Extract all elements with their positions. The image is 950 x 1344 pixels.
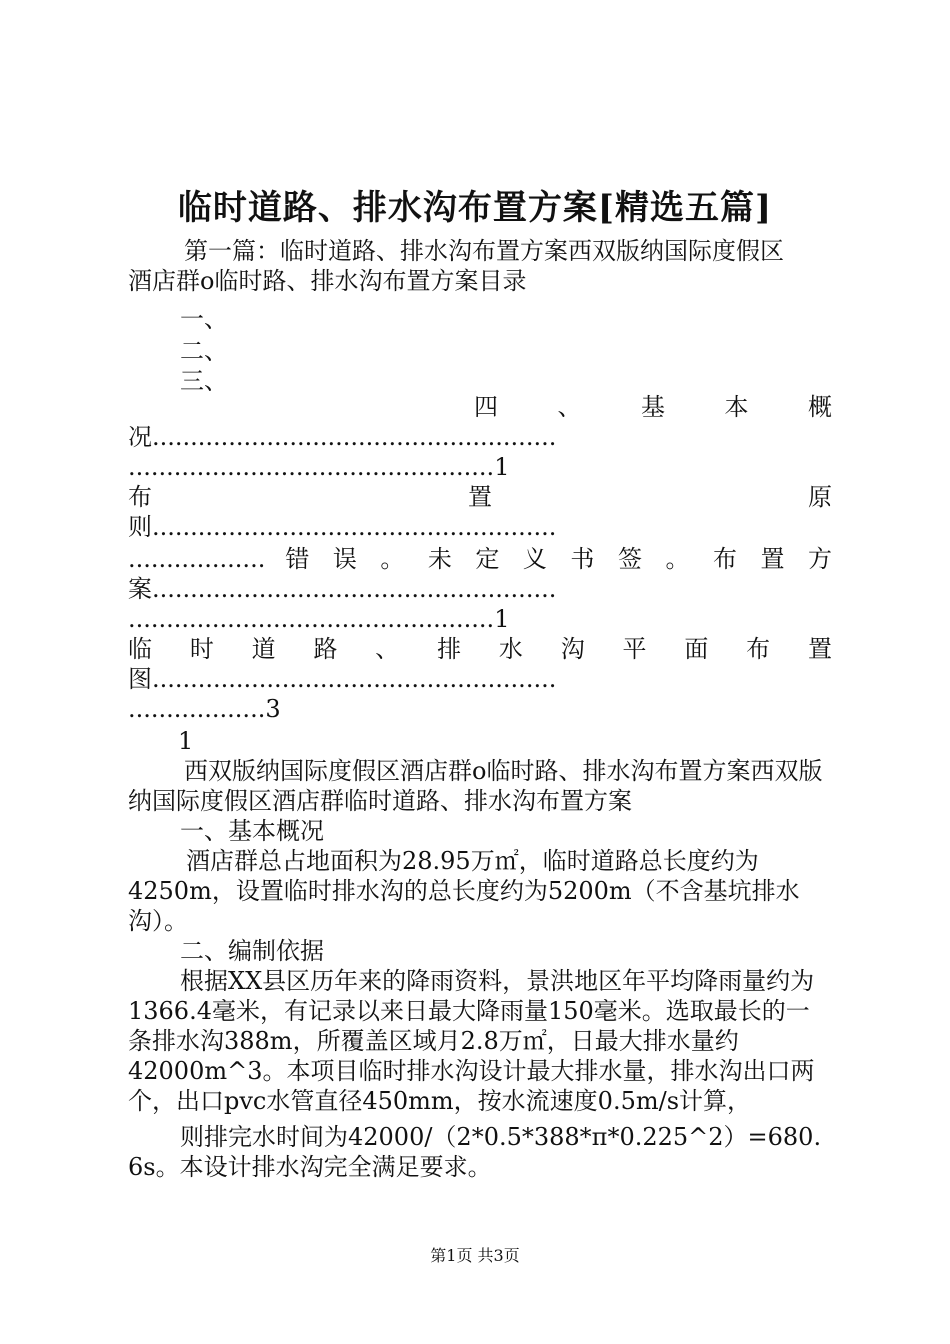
section-1-text: 酒店群总占地面积为28.95万㎡，临时道路总长度约为4250m，设置临时排水沟的总长度约为5200m（不含基坑排水沟）。 (128, 847, 800, 935)
intro-line-1: 第一篇：临时道路、排水沟布置方案西双版纳国际度假区 (184, 237, 784, 265)
toc-item-2-heading: 布 置 原 (128, 483, 832, 511)
toc-number-1: 一、 (180, 305, 228, 333)
toc-number-2: 二、 (180, 337, 228, 365)
page-number-one: 1 (178, 727, 194, 755)
section-1-title: 一、基本概况 (180, 817, 324, 845)
toc-item-4-page: ..................3 (128, 695, 281, 723)
toc-number-3: 三、 (180, 367, 228, 395)
toc-item-2-error: .................. 错 误 。 未 定 义 书 签 。 布 置 方 (128, 545, 832, 573)
toc-item-1-leader: 况..................................................... (128, 423, 557, 451)
toc-item-2-leader: 则..................................................... (128, 513, 557, 541)
toc-item-4-leader: 图..................................................... (128, 665, 557, 693)
body-heading-paragraph: 西双版纳国际度假区酒店群o临时路、排水沟布置方案西双版纳国际度假区酒店群临时道路、排水沟布置方案 (128, 757, 823, 815)
page-footer: 第1页 共3页 (430, 1246, 520, 1265)
toc-item-1-page: ................................................1 (128, 453, 510, 481)
intro-line-2: 酒店群o临时路、排水沟布置方案目录 (128, 267, 527, 295)
section-2-text-2: 则排完水时间为42000/（2*0.5*388*π*0.225^2）=680.6s。本设计排水沟完全满足要求。 (128, 1123, 822, 1181)
toc-item-1-heading: 四 、 基 本 概 (474, 393, 832, 421)
section-2-title: 二、编制依据 (180, 937, 324, 965)
section-2-text: 根据XX县区历年来的降雨资料，景洪地区年平均降雨量约为1366.4毫米，有记录以来日最大降雨量150毫米。选取最长的一条排水沟388m，所覆盖区域月2.8万㎡，日最大排水量约42000m^3。本项目临时排水沟设计最大排水量，排水沟出口两个，出口pvc水管直径450mm，按水流速度0.5m/s计算， (128, 967, 815, 1115)
toc-item-3-leader: 案..................................................... (128, 575, 557, 603)
toc-item-3-page: ................................................1 (128, 605, 510, 633)
toc-item-4-heading: 临 时 道 路 、 排 水 沟 平 面 布 置 (128, 635, 832, 663)
document-title: 临时道路、排水沟布置方案[精选五篇] (177, 188, 773, 228)
